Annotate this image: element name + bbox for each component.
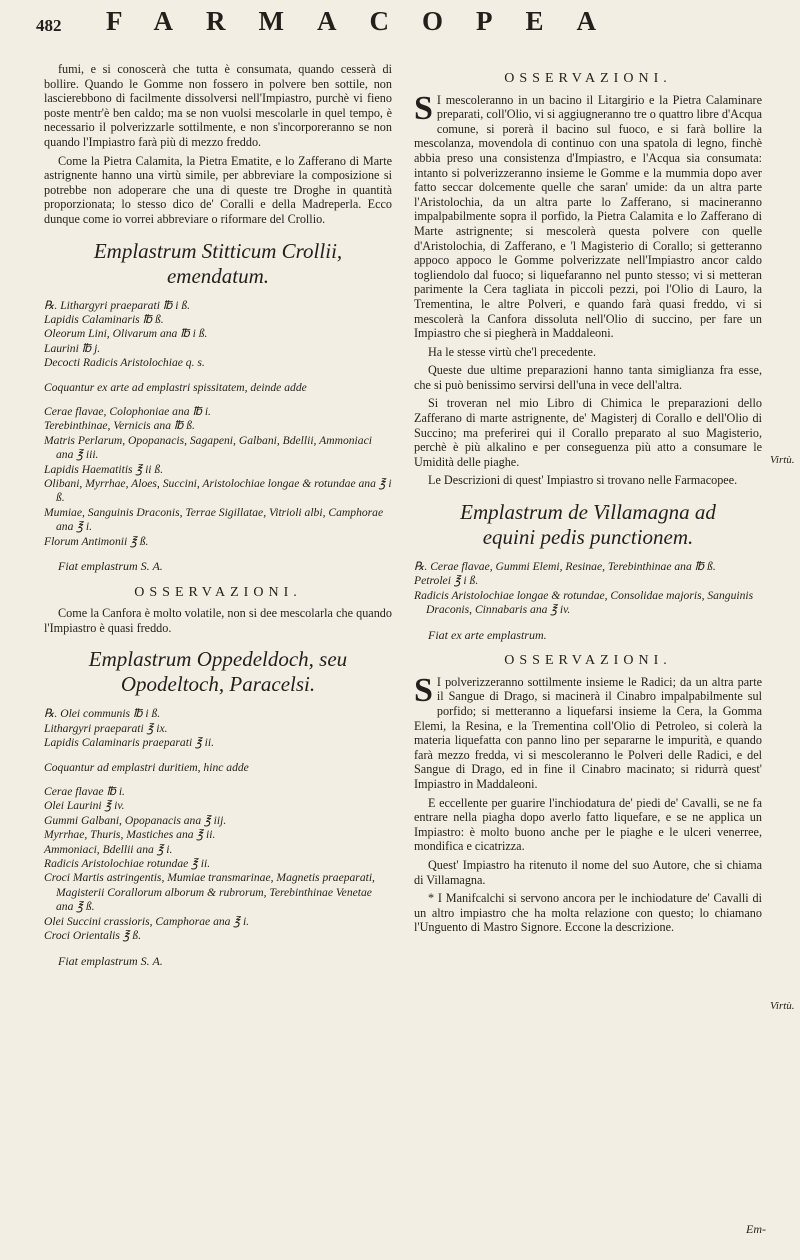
ingredient: Olei Succini crassioris, Camphorae ana ℥ i. bbox=[44, 914, 250, 928]
recipe-fiat: Fiat emplastrum S. A. bbox=[58, 559, 163, 574]
ingredient: Cerae flavae, Colophoniae ana ℔ i. bbox=[44, 404, 211, 418]
ingredient: Mumiae, Sanguinis Draconis, Terrae Sigillatae, Vitrioli albi, Camphorae ana ℥ i. bbox=[44, 505, 384, 534]
right-column bbox=[414, 62, 762, 939]
ingredient: Lapidis Calaminaris ℔ ß. bbox=[44, 312, 164, 326]
paragraph: Come la Pietra Calamita, la Pietra Ematite, e lo Zafferano di Marte astrignente hanno una virtù simile, per abbreviare la composizione si potrebbe non adoperare che una di queste tre Droghe in quantità proporzionata; lo stesso dico de' Coralli e della Madreperla. Ecco dunque come io vorrei abbreviare o riformare del Crollio. bbox=[44, 153, 392, 226]
paragraph: E eccellente per guarire l'inchiodatura de' piedi de' Cavalli, se ne fa entrare nella piagha dopo averlo fatto liquefare, e se ne applica un Impiastro: è molto buono anche per le piaghe e le ulceri venerree, mondifica e cicatrizza. bbox=[414, 795, 762, 854]
paragraph: * I Manifcalchi si servono ancora per le inchiodature de' Cavalli di un altro impiastro che ha molta relazione con questo; lo chiamano l'Unguento di Mastro Signore. Eccone la descrizione. bbox=[414, 891, 762, 935]
paragraph: Quest' Impiastro ha ritenuto il nome del suo Autore, che si chiama di Villamagna. bbox=[414, 857, 762, 887]
paragraph: S I polverizzeranno sottilmente insieme le Radici; da un altra parte il Sangue di Drago, si macinerà il Cinabro impalpabilmente sul porfido; si metteranno a liquefarsi insieme la Cera, la Gomma Elemi, la Resina, e la Trementina coll'Olio di Petroleo, si colerà la materia liquefatta con panno lino per separarne le impurità, e quando farà mezzo fredda, vi si mescoleranno le Polveri delle Radici, e del Sangue di Drago, ed in fine il Cinabro macinato; si ridurrà quest' Impiastro in Maddaleoni. bbox=[414, 671, 762, 791]
section-title: OSSERVAZIONI. bbox=[504, 71, 672, 86]
recipe-note: Coquantur ex arte ad emplastri spissitatem, deinde adde bbox=[44, 380, 307, 394]
recipe-fiat: Fiat emplastrum S. A. bbox=[58, 953, 163, 968]
recipe-fiat: Fiat ex arte emplastrum. bbox=[428, 627, 547, 642]
paragraph: fumi, e si conoscerà che tutta è consumata, quando cesserà di bollire. Quando le Gomme non fossero in polvere ben sottile, non lascierebbono di facilmente dissolversi nell'Impiastro, purchè vi fieno poste mentr'è ben caldo; ma se non vuolsi mescolarle in quel tempo, è necessario il polverizzarle sottilmente, e non s'incorporeranno se non quando l'Impiastro farà più di mezzo freddo. bbox=[44, 62, 392, 149]
drop-cap: S bbox=[414, 671, 433, 709]
running-head bbox=[36, 6, 776, 50]
margin-note: Virtù. bbox=[770, 1000, 795, 1012]
paragraph: Si troveran nel mio Libro di Chimica le preparazioni dello Zafferano di marte astrignente, de' Magisterj di Corallo e dell'Olio di Succino; ma preferirei qui il Corallo preparato al suo Magisterio, perchè è più alkalino e per conseguenza più atto a consumare le Umidità delle piaghe. bbox=[414, 396, 762, 469]
paragraph: Queste due ultime preparazioni hanno tanta simiglianza fra esse, che si può benissimo servirsi dell'una in vece dell'altra. bbox=[414, 363, 762, 392]
ingredient: Florum Antimonii ℥ ß. bbox=[44, 534, 149, 548]
ingredient: Petrolei ℥ i ß. bbox=[414, 574, 479, 588]
ingredient: Ammoniaci, Bdellii ana ℥ i. bbox=[44, 842, 173, 856]
paragraph: S I mescoleranno in un bacino il Litargirio e la Pietra Calaminare preparati, coll'Olio, vi si aggiugneranno tre o quattro libre d'Acqua comune, si porerà il bacino sul fuoco, e si farà bollire la mescolanza, movendola di continuo con una spatola di legno, finchè abbia preso una consistenza d'Impiastro, e l'Acqua sia consumata: intanto si polverizzeranno insieme le Gomme e la mummia dopo aver fatto seccar dolcemente quelle che saran' umide: da un altra parte l'Aristolochia, da un altra parte lo Zafferano, si macineranno impalpabilmente sopra il porfido, la Pietra Calamita e lo Zafferano di Marte astrignente; si mescolerà questa polvere con quelle d'Aristolochia, di Zafferano, e 'l Magisterio di Corallo; si getteranno appoco appoco le Gomme polverizzate nell'Impiastro ancor caldo togliendolo dal fuoco; si liquefaranno nel punto stesso; vi si metteran parimente la Cera tagliata in piccoli pezzi, poi l'Olio di Lauro, la Trementina, le altre Polveri, e quando farà quasi freddo, vi si mescolerà la Canfora dissoluta nell'Olio di succino, per fare un Impiastro che si piegherà in Maddaleoni. bbox=[414, 89, 762, 341]
recipe-heading: Emplastrum Stitticum Crollii, emendatum. bbox=[93, 238, 343, 288]
margin-note: Virtù. bbox=[770, 454, 795, 466]
ingredient: Matris Perlarum, Opopanacis, Sagapeni, Galbani, Bdellii, Ammoniaci ana ℥ iii. bbox=[44, 433, 372, 462]
ingredient: Oleorum Lini, Olivarum ana ℔ i ß. bbox=[44, 327, 208, 341]
section-title: OSSERVAZIONI. bbox=[504, 653, 672, 669]
ingredient: Laurini ℔ j. bbox=[44, 341, 101, 355]
ingredient: Lapidis Calaminaris praeparati ℥ ii. bbox=[44, 736, 215, 750]
ingredient: ℞. Cerae flavae, Gummi Elemi, Resinae, Terebinthinae ana ℔ ß. bbox=[414, 560, 716, 574]
catchword: Em- bbox=[746, 1222, 766, 1236]
drop-cap: S bbox=[414, 89, 433, 127]
ingredient: Lapidis Haematitis ℥ ii ß. bbox=[44, 462, 164, 476]
paragraph: Ha le stesse virtù che'l precedente. bbox=[428, 344, 597, 359]
ingredient: Myrrhae, Thuris, Mastiches ana ℥ ii. bbox=[44, 828, 216, 842]
recipe-ingredients bbox=[44, 707, 392, 943]
ingredient: Gummi Galbani, Opopanacis ana ℥ iij. bbox=[44, 813, 227, 827]
recipe-note: Coquantur ad emplastri duritiem, hinc adde bbox=[44, 760, 249, 774]
recipe-heading: Emplastrum Oppedeldoch, seu Opodeltoch, Paracelsi. bbox=[88, 647, 348, 697]
ingredient: Croci Orientalis ℥ ß. bbox=[44, 929, 142, 943]
ingredient: Olei Laurini ℥ iv. bbox=[44, 799, 125, 813]
ingredient: Radicis Aristolochiae longae & rotundae, Consolidae majoris, Sanguinis Draconis, Cinnabaris ana ℥ iv. bbox=[414, 588, 754, 617]
section-title: OSSERVAZIONI. bbox=[134, 584, 302, 600]
ingredient: Lithargyri praeparati ℥ ix. bbox=[44, 721, 168, 735]
ingredient: Cerae flavae ℔ i. bbox=[44, 785, 125, 799]
ingredient: ℞. Lithargyri praeparati ℔ i ß. bbox=[44, 298, 191, 312]
running-title: FARMACOPEA bbox=[106, 6, 629, 36]
recipe-ingredients bbox=[44, 299, 392, 550]
recipe-heading: Emplastrum de Villamagna ad equini pedis punctionem. bbox=[460, 500, 716, 550]
ingredient: Croci Martis astringentis, Mumiae transmarinae, Magnetis praeparati, Magisterii Corallorum alborum & rubrorum, Terebinthinae Venetae ana ℥ ß. bbox=[44, 871, 375, 914]
page-number: 482 bbox=[36, 16, 62, 35]
left-column bbox=[44, 62, 392, 980]
recipe-ingredients bbox=[414, 560, 762, 618]
paragraph: Le Descrizioni di quest' Impiastro si trovano nelle Farmacopee. bbox=[428, 473, 738, 488]
ingredient: Decocti Radicis Aristolochiae q. s. bbox=[44, 356, 205, 370]
ingredient: Radicis Aristolochiae rotundae ℥ ii. bbox=[44, 857, 211, 871]
ingredient: Terebinthinae, Vernicis ana ℔ ß. bbox=[44, 419, 195, 433]
paragraph: Come la Canfora è molto volatile, non si dee mescolarla che quando l'Impiastro è quasi freddo. bbox=[44, 606, 392, 635]
ingredient: ℞. Olei communis ℔ i ß. bbox=[44, 707, 161, 721]
ingredient: Olibani, Myrrhae, Aloes, Succini, Aristolochiae longae & rotundae ana ℥ i ß. bbox=[44, 477, 392, 505]
